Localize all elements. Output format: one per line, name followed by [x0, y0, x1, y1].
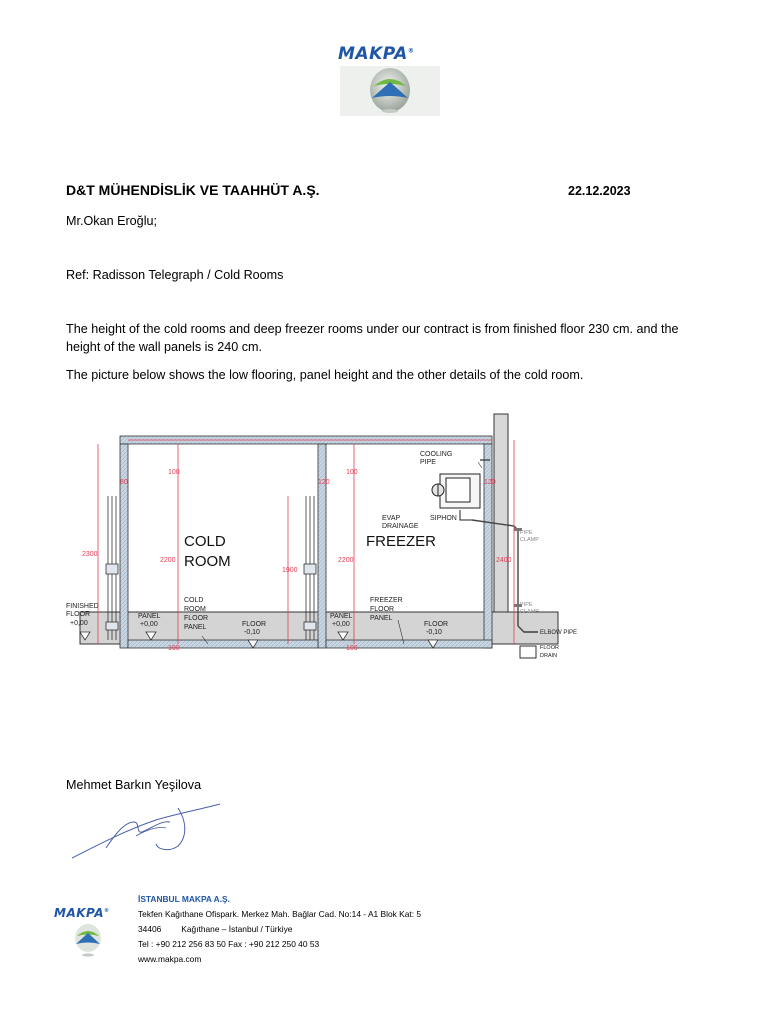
- label-floor-b-level: -0,10: [426, 629, 442, 636]
- dimension-120-middle: 120: [318, 479, 330, 486]
- dimension-100-bottom-b: 100: [346, 645, 358, 652]
- footer-logo: [52, 906, 128, 960]
- footer-website-link[interactable]: www.makpa.com: [138, 954, 202, 964]
- footer-logo-emblem-icon: [72, 922, 104, 958]
- label-panel-b: PANEL: [330, 613, 353, 620]
- reference-line: Ref: Radisson Telegraph / Cold Rooms: [66, 268, 284, 282]
- label-pipe-clamp-1b: CLAMP: [520, 537, 539, 543]
- label-cooling-pipe: PIPE: [420, 459, 436, 466]
- dimension-2200-cold: 2200: [160, 557, 176, 564]
- label-floor-drain-2: DRAIN: [540, 653, 558, 659]
- label-floor-a: FLOOR: [242, 621, 267, 628]
- dimension-100-top-a: 100: [168, 469, 180, 476]
- paragraph-1-line-1: The height of the cold rooms and deep freezer rooms under our contract is from finished floor 230 cm. and the: [66, 322, 679, 336]
- cold-room-door: [106, 496, 118, 640]
- label-pipe-clamp-2a: PIPE: [520, 602, 533, 608]
- label-room: ROOM: [184, 553, 231, 570]
- label-finished-level: +0,00: [70, 620, 88, 627]
- letter-date: 22.12.2023: [568, 184, 631, 198]
- dimension-2300: 2300: [82, 551, 98, 558]
- dimension-80: 80: [120, 479, 128, 486]
- label-crfp-4: PANEL: [184, 624, 207, 631]
- label-pipe-clamp-1a: PIPE: [520, 530, 533, 536]
- signature-graphic: [66, 800, 226, 866]
- header-logo: [330, 40, 450, 120]
- freezer-door: [304, 496, 316, 640]
- label-cold: COLD: [184, 533, 226, 550]
- label-pipe-clamp-2b: CLAMP: [520, 609, 539, 615]
- dimension-2400: 2400: [496, 557, 512, 564]
- footer-address: [138, 892, 421, 967]
- label-panel-a-level: +0,00: [140, 621, 158, 628]
- label-finished: FINISHED: [66, 603, 99, 610]
- label-crfp-1: COLD: [184, 597, 204, 604]
- footer-logo-wordmark: MAKPA®: [54, 906, 110, 920]
- dimension-100-top-b: 100: [346, 469, 358, 476]
- footer-postcode: 34406: [138, 924, 162, 934]
- dimension-1900: 1900: [282, 567, 298, 574]
- building-column: [494, 414, 508, 644]
- label-panel-b-level: +0,00: [332, 621, 350, 628]
- footer-city-line: [138, 922, 421, 937]
- label-cooling: COOLING: [420, 451, 453, 458]
- floor-drain: [520, 646, 536, 658]
- label-ffp-2: FLOOR: [370, 606, 395, 613]
- cold-room-section-drawing: [62, 400, 592, 685]
- header-logo-emblem-icon: [330, 64, 450, 120]
- footer-city: Kağıthane – İstanbul / Türkiye: [181, 924, 293, 934]
- footer-phone: Tel : +90 212 256 83 50 Fax : +90 212 250 40 53: [138, 939, 320, 949]
- footer-address-line: Tekfen Kağıthane Ofispark. Merkez Mah. Bağlar Cad. No:14 - A1 Blok Kat: 5: [138, 909, 422, 919]
- label-freezer: FREEZER: [366, 533, 437, 550]
- label-crfp-2: ROOM: [184, 606, 206, 613]
- label-floor-b: FLOOR: [424, 621, 449, 628]
- label-finished-floor: FLOOR: [66, 611, 91, 618]
- label-elbow-pipe: ELBOW PIPE: [540, 630, 578, 636]
- paragraph-1-line-2: height of the wall panels is 240 cm.: [66, 340, 263, 354]
- label-drainage: DRAINAGE: [382, 523, 419, 530]
- cold-room-floor-panel: [128, 640, 318, 648]
- label-evap: EVAP: [382, 515, 401, 522]
- label-floor-a-level: -0,10: [244, 629, 260, 636]
- paragraph-2: The picture below shows the low flooring, panel height and the other details of the cold room.: [66, 368, 584, 382]
- signatory-name: Mehmet Barkın Yeşilova: [66, 778, 202, 792]
- label-crfp-3: FLOOR: [184, 615, 209, 622]
- dimension-100-bottom-a: 100: [168, 645, 180, 652]
- header-logo-wordmark: MAKPA®: [338, 44, 415, 64]
- label-siphon: SIPHON: [430, 515, 457, 522]
- footer-company: İSTANBUL MAKPA A.Ş.: [138, 894, 230, 904]
- middle-wall-panel: [318, 444, 326, 648]
- label-panel-a: PANEL: [138, 613, 161, 620]
- dimension-2200-freezer: 2200: [338, 557, 354, 564]
- recipient-company: D&T MÜHENDİSLİK VE TAAHHÜT A.Ş.: [66, 182, 320, 198]
- left-wall-panel: [120, 444, 128, 648]
- salutation: Mr.Okan Eroğlu;: [66, 214, 157, 228]
- label-ffp-1: FREEZER: [370, 597, 403, 604]
- evaporator-unit: [432, 474, 480, 520]
- dimension-120-right: 120: [484, 479, 496, 486]
- right-wall-panel: [484, 444, 492, 648]
- label-floor-drain-1: FLOOR: [540, 645, 559, 651]
- label-ffp-3: PANEL: [370, 615, 393, 622]
